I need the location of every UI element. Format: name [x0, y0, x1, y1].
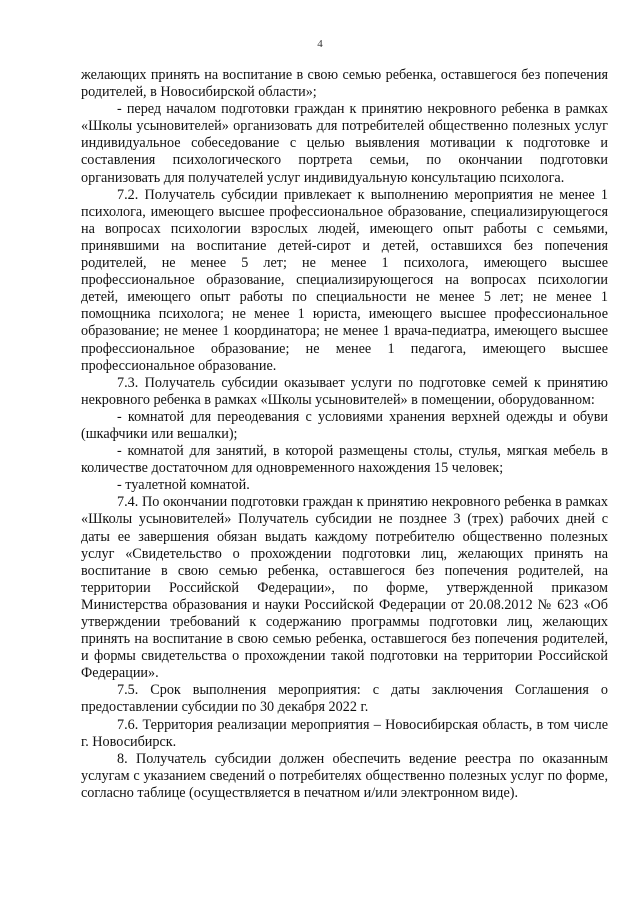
paragraph-bullet-changing-room: - комнатой для переодевания с условиями хранения верхней одежды и обуви (шкафчики или вешалки);: [81, 408, 608, 442]
paragraph-continuation: желающих принять на воспитание в свою семью ребенка, оставшегося без попечения родителей, в Новосибирской области»;: [81, 67, 608, 101]
paragraph-bullet-restroom: - туалетной комнатой.: [117, 477, 250, 494]
page-number: 4: [317, 38, 323, 50]
document-body: [81, 67, 608, 802]
paragraph-bullet-classroom: - комнатой для занятий, в которой размещены столы, стулья, мягкая мебель в количестве достаточном для одновременного нахождения 15 человек;: [81, 443, 608, 477]
paragraph-7-3-premises: 7.3. Получатель субсидии оказывает услуги по подготовке семей к принятию некровного ребенка в рамках «Школы усыновителей» в помещении, оборудованном:: [81, 374, 608, 408]
paragraph-bullet-interview: - перед началом подготовки граждан к принятию некровного ребенка в рамках «Школы усыновителей» организовать для потребителей общественно полезных услуг индивидуальное собеседование с целью выявления мотивации к подготовке и составления психологического портрета семьи, по окончании подготовки организовать для получателей услуг индивидуальную консультацию психолога.: [81, 101, 608, 186]
paragraph-7-4-certificate: 7.4. По окончании подготовки граждан к принятию некровного ребенка в рамках «Школы усыновителей» Получатель субсидии не позднее 3 (трех) рабочих дней с даты ее завершения обязан выдать каждому потребителю общественно полезных услуг «Свидетельство о прохождении подготовки лиц, желающих принять на воспитание в свою семью ребенка, оставшегося без попечения родителей, на территории Российской Федерации», по форме, утвержденной приказом Министерства образования и науки Российской Федерации от 20.08.2012 № 623 «Об утверждении требований к содержанию программы подготовки лиц, желающих принять на воспитание в свою семью ребенка, оставшегося без попечения родителей, и формы свидетельства о прохождении такой подготовки на территории Российской Федерации».: [81, 494, 608, 682]
paragraph-7-6-territory: 7.6. Территория реализации мероприятия – Новосибирская область, в том числе г. Новосибирск.: [81, 716, 608, 750]
paragraph-8-registry: 8. Получатель субсидии должен обеспечить ведение реестра по оказанным услугам с указанием сведений о потребителях общественно полезных услуг по форме, согласно таблице (осуществляется в печатном и/или электронном виде).: [81, 750, 608, 801]
paragraph-7-2-staff: 7.2. Получатель субсидии привлекает к выполнению мероприятия не менее 1 психолога, имеющего высшее профессиональное образование, специализирующегося на вопросах психологии взрослых людей, имеющего опыт работы с семьями, принявшими на воспитание детей-сирот и детей, оставшихся без попечения родителей, не менее 5 лет; не менее 1 психолога, имеющего высшее профессиональное образование, специализирующегося на вопросах психологии детей, имеющего опыт работы по специальности не менее 5 лет; не менее 1 помощника психолога; не менее 1 юриста, имеющего высшее профессиональное образование; не менее 1 координатора; не менее 1 врача-педиатра, имеющего высшее профессиональное образование; не менее 1 педагога, имеющего высшее профессиональное образование.: [81, 186, 608, 374]
paragraph-7-5-term: 7.5. Срок выполнения мероприятия: с даты заключения Соглашения о предоставлении субсидии по 30 декабря 2022 г.: [81, 682, 608, 716]
